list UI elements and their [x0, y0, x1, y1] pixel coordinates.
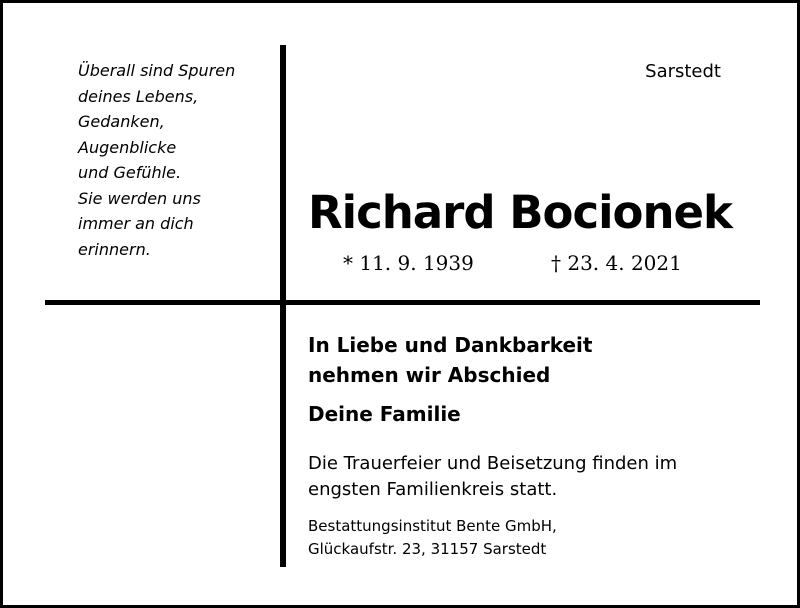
- cross-horizontal-bar: [45, 300, 760, 305]
- memorial-poem: [78, 58, 278, 262]
- birth-date: * 11. 9. 1939: [343, 251, 474, 275]
- farewell-message: [308, 330, 748, 390]
- undertaker-info: [308, 515, 748, 561]
- cross-vertical-bar: [280, 45, 286, 567]
- farewell-line: nehmen wir Abschied: [308, 363, 551, 387]
- service-line: Die Trauerfeier und Beisetzung finden im: [308, 453, 678, 474]
- undertaker-line: Glückaufstr. 23, 31157 Sarstedt: [308, 540, 547, 558]
- farewell-line: In Liebe und Dankbarkeit: [308, 333, 593, 357]
- poem-line: Augenblicke: [78, 137, 177, 157]
- family-signature: Deine Familie: [308, 402, 461, 426]
- poem-line: immer an dich: [78, 214, 194, 233]
- service-line: engsten Familienkreis statt.: [308, 479, 558, 500]
- service-notice: [308, 451, 748, 503]
- poem-line: Überall sind Spuren: [78, 61, 236, 80]
- location-label: Sarstedt: [645, 61, 721, 82]
- poem-line: erinnern.: [78, 239, 151, 259]
- undertaker-line: Bestattungsinstitut Bente GmbH,: [308, 517, 557, 535]
- poem-line: deines Lebens,: [78, 86, 199, 106]
- deceased-name: Richard Bocionek: [308, 186, 732, 239]
- poem-line: Sie werden uns: [78, 188, 201, 208]
- poem-line: und Gefühle.: [78, 163, 182, 182]
- death-date: † 23. 4. 2021: [551, 251, 682, 275]
- poem-line: Gedanken,: [78, 112, 165, 131]
